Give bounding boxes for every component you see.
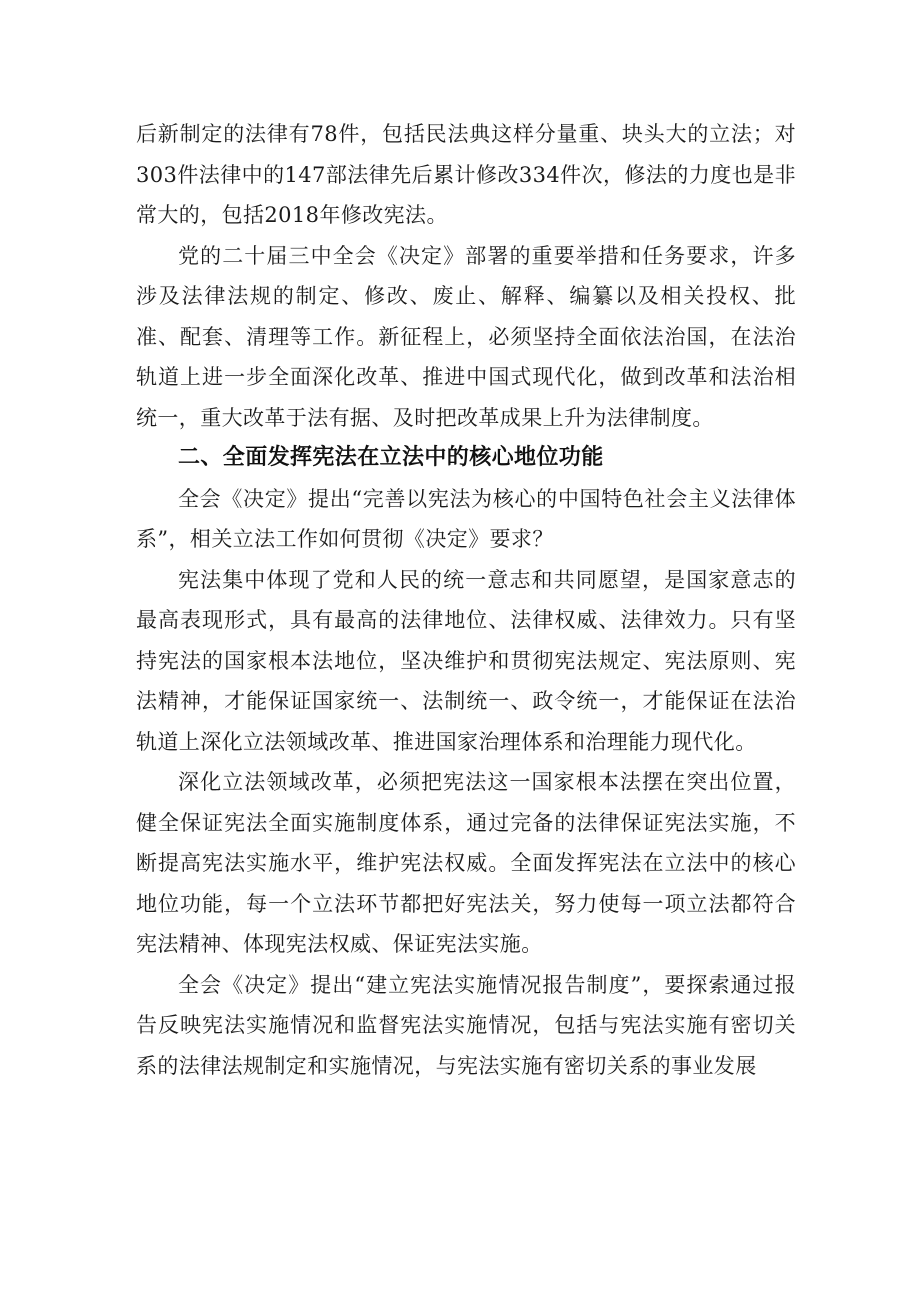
paragraph: 全会《决定》提出“完善以宪法为核心的中国特色社会主义法律体系”，相关立法工作如何贯彻《决定》要求？ [136,486,796,551]
paragraph: 深化立法领域改革，必须把宪法这一国家根本法摆在突出位置，健全保证宪法全面实施制度体系，通过完备的法律保证宪法实施，不断提高宪法实施水平，维护宪法权威。全面发挥宪法在立法中的核心地位功能，每一个立法环节都把好宪法关，努力使每一项立法都符合宪法精神、体现宪法权威、保证宪法实施。 [136,770,796,956]
paragraph: 党的二十届三中全会《决定》部署的重要举措和任务要求，许多涉及法律法规的制定、修改、废止、解释、编纂以及相关投权、批准、配套、清理等工作。新征程上，必须坚持全面依法治国，在法治轨道上进一步全面深化改革、推进中国式现代化，做到改革和法治相统一，重大改革于法有据、及时把改革成果上升为法律制度。 [136,243,796,430]
paragraph: 宪法集中体现了党和人民的统一意志和共同愿望，是国家意志的最高表现形式，具有最高的法律地位、法律权威、法律效力。只有坚持宪法的国家根本法地位，坚决维护和贯彻宪法规定、宪法原则、宪法精神，才能保证国家统一、法制统一、政令统一，才能保证在法治轨道上深化立法领域改革、推进国家治理体系和治理能力现代化。 [136,567,796,754]
paragraph: 全会《决定》提出“建立宪法实施情况报告制度”，要探索通过报告反映宪法实施情况和监督宪法实施情况，包括与宪法实施有密切关系的法律法规制定和实施情况，与宪法实施有密切关系的事业发展 [136,972,796,1078]
document-body [136,114,796,1086]
section-heading: 二、全面发挥宪法在立法中的核心地位功能 [178,445,604,470]
paragraph-continued: 后新制定的法律有78件，包括民法典这样分量重、块头大的立法；对303件法律中的147部法律先后累计修改334件次，修法的力度也是非常大的，包括2018年修改宪法。 [136,122,796,227]
